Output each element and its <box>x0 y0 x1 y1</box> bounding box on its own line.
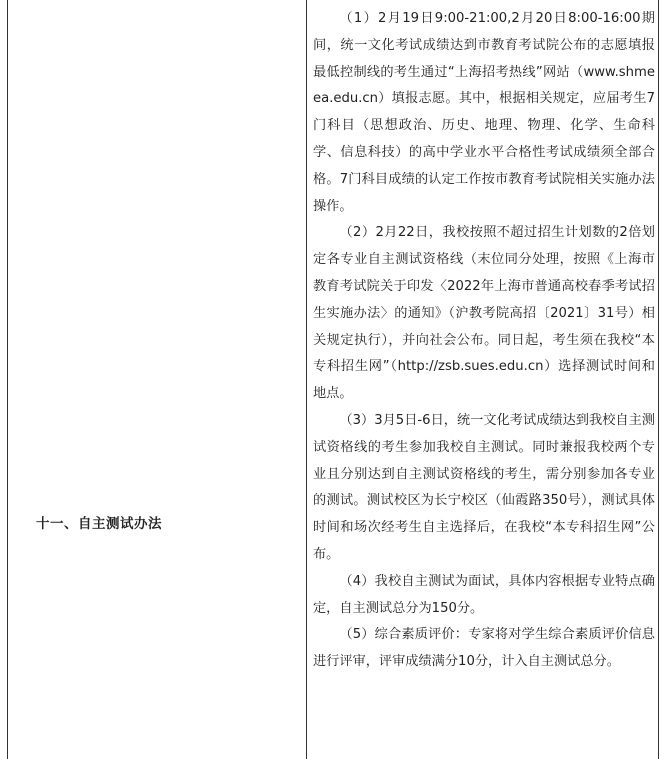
section-label: 十一、自主测试办法 <box>36 516 162 532</box>
paragraph-1: （1）2月19日9:00-21:00,2月20日8:00-16:00期间，统一文化考试成绩达到市教育考试院公布的志愿填报最低控制线的考生通过“上海招考热线”网站（www.shmeea.edu.cn）填报志愿。其中，根据相关规定，应届考生7门科目（思想政治、历史、地理、物理、化学、生命科学、信息科技）的高中学业水平合格性考试成绩须全部合格。7门科目成绩的认定工作按市教育考试院相关实施办法操作。 <box>313 11 655 214</box>
paragraph-4: （4）我校自主测试为面试，具体内容根据专业特点确定，自主测试总分为150分。 <box>313 573 655 616</box>
paragraph-3: （3）3月5日-6日，统一文化考试成绩达到我校自主测试资格线的考生参加我校自主测试。同时兼报我校两个专业且分别达到自主测试资格线的考生，需分别参加各专业的测试。测试校区为长宁校区（仙霞路350号），测试具体时间和场次经考生自主选择后，在我校“本专科招生网”公布。 <box>313 412 655 562</box>
column-divider <box>306 0 307 759</box>
paragraph-2: （2）2月22日，我校按照不超过招生计划数的2倍划定各专业自主测试资格线（末位同分处理，按照《上海市教育考试院关于印发〈2022年上海市普通高校春季考试招生实施办法〉的通知》（沪教考院高招〔2021〕31号）相关规定执行），并向社会公布。同日起，考生须在我校“本专科招生网”（http://zsb.sues.edu.cn）选择测试时间和地点。 <box>313 225 655 402</box>
paragraph-5: （5）综合素质评价：专家将对学生综合素质评价信息进行评审，评审成绩满分10分，计入自主测试总分。 <box>313 627 655 670</box>
info-table <box>7 0 659 759</box>
section-content-cell <box>313 6 655 676</box>
section-label-cell <box>8 0 306 759</box>
